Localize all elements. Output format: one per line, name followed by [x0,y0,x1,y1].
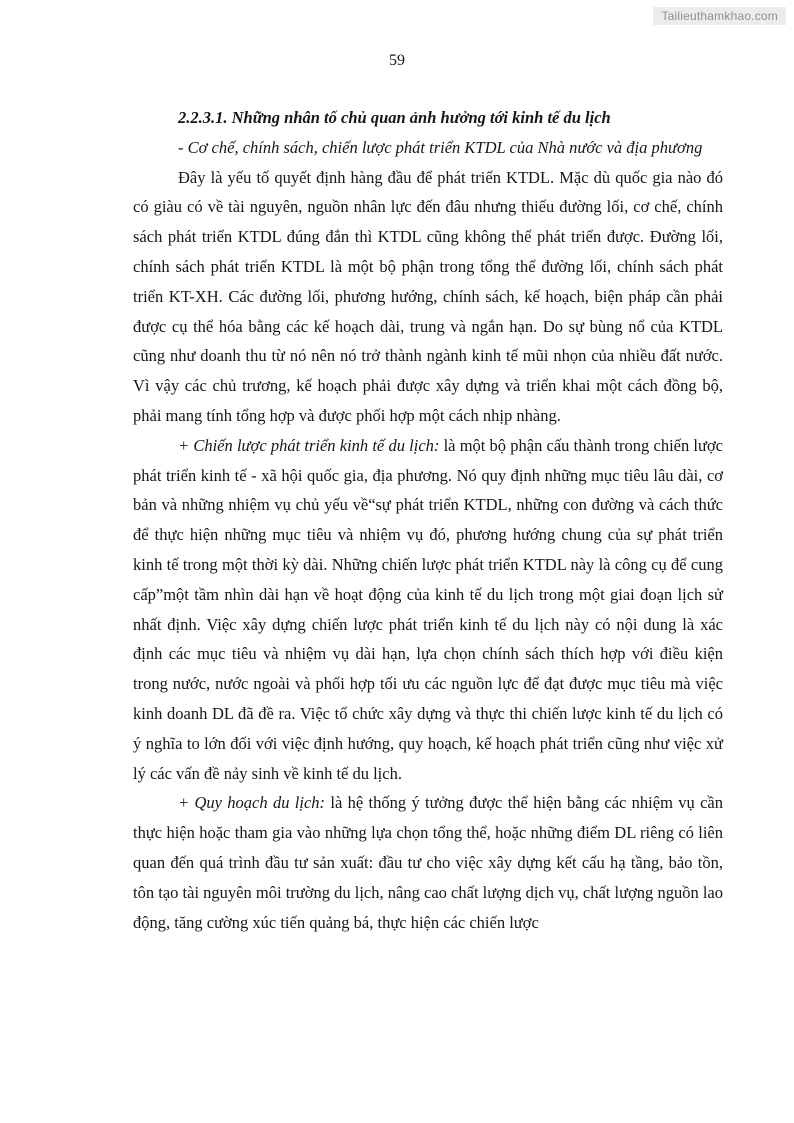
italic-text: - Cơ chế, chính sách, chiến lược phát triển KTDL của Nhà nước và địa phương [178,137,703,157]
body-text: là một bộ phận cấu thành trong chiến lược phát triển kinh tế - xã hội quốc gia, địa phương. Nó quy định những mục tiêu lâu dài, cơ bản và những nhiệm vụ chủ yếu về“sự phát triển KTDL, những con đường và cách thức để thực hiện những mục tiêu và nhiệm vụ đó, phương hướng chung của sự phát triển kinh tế trong một thời kỳ dài. Những chiến lược phát triển KTDL này là công cụ để cung cấp”một tầm nhìn dài hạn về hoạt động của kinh tế du lịch trong một giai đoạn lịch sử nhất định. Việc xây dựng chiến lược phát triển kinh tế du lịch này có nội dung là xác định các mục tiêu và nhiệm vụ dài hạn, lựa chọn chính sách thích hợp với điều kiện trong nước, nước ngoài và phối hợp tối ưu các nguồn lực để đạt được mục tiêu mà việc kinh doanh DL đã đề ra. Việc tổ chức xây dựng và thực thi chiến lược kinh tế du lịch có ý nghĩa to lớn đối với việc định hướng, quy hoạch, kế hoạch phát triển cũng như việc xử lý các vấn đề nảy sinh về kinh tế du lịch. [133,435,724,783]
paragraph [133,163,723,431]
paragraph [133,788,723,937]
body-text: là hệ thống ý tưởng được thể hiện bằng các nhiệm vụ cần thực hiện hoặc tham gia vào những lựa chọn tổng thể, hoặc những điểm DL riêng có liên quan đến quá trình đầu tư sản xuất: đầu tư cho việc xây dựng kết cấu hạ tầng, bảo tồn, tôn tạo tài nguyên môi trường du lịch, nâng cao chất lượng dịch vụ, chất lượng nguồn lao động, tăng cường xúc tiến quảng bá, thực hiện các chiến lược [133,793,724,932]
body-text: Đây là yếu tố quyết định hàng đầu để phát triển KTDL. Mặc dù quốc gia nào đó có giàu có về tài nguyên, nguồn nhân lực đến đâu nhưng thiếu đường lối, cơ chế, chính sách phát triển KTDL đúng đắn thì KTDL cũng không thể phát triển được. Đường lối, chính sách phát triển KTDL là một bộ phận trong tổng thể đường lối, chính sách phát triển KT-XH. Các đường lối, phương hướng, chính sách, kế hoạch, biện pháp cần phải được cụ thể hóa bằng các kế hoạch dài, trung và ngắn hạn. Do sự bùng nổ của KTDL cũng như doanh thu từ nó nên nó trở thành ngành kinh tế mũi nhọn của nhiều đất nước. Vì vậy các chủ trương, kế hoạch phải được xây dựng và triển khai một cách đồng bộ, phải mang tính tổng hợp và được phối hợp một cách nhịp nhàng. [133,167,723,425]
paragraph [133,133,723,163]
italic-text: + Chiến lược phát triển kinh tế du lịch: [178,435,440,455]
paragraphs [133,133,723,938]
section-heading: 2.2.3.1. Những nhân tố chủ quan ảnh hưởng tới kinh tế du lịch [178,108,611,127]
page-content [133,103,723,937]
page-number: 59 [389,52,405,69]
watermark: Tailieuthamkhao.com [653,7,786,25]
paragraph [133,431,723,789]
italic-text: + Quy hoạch du lịch: [178,793,326,813]
